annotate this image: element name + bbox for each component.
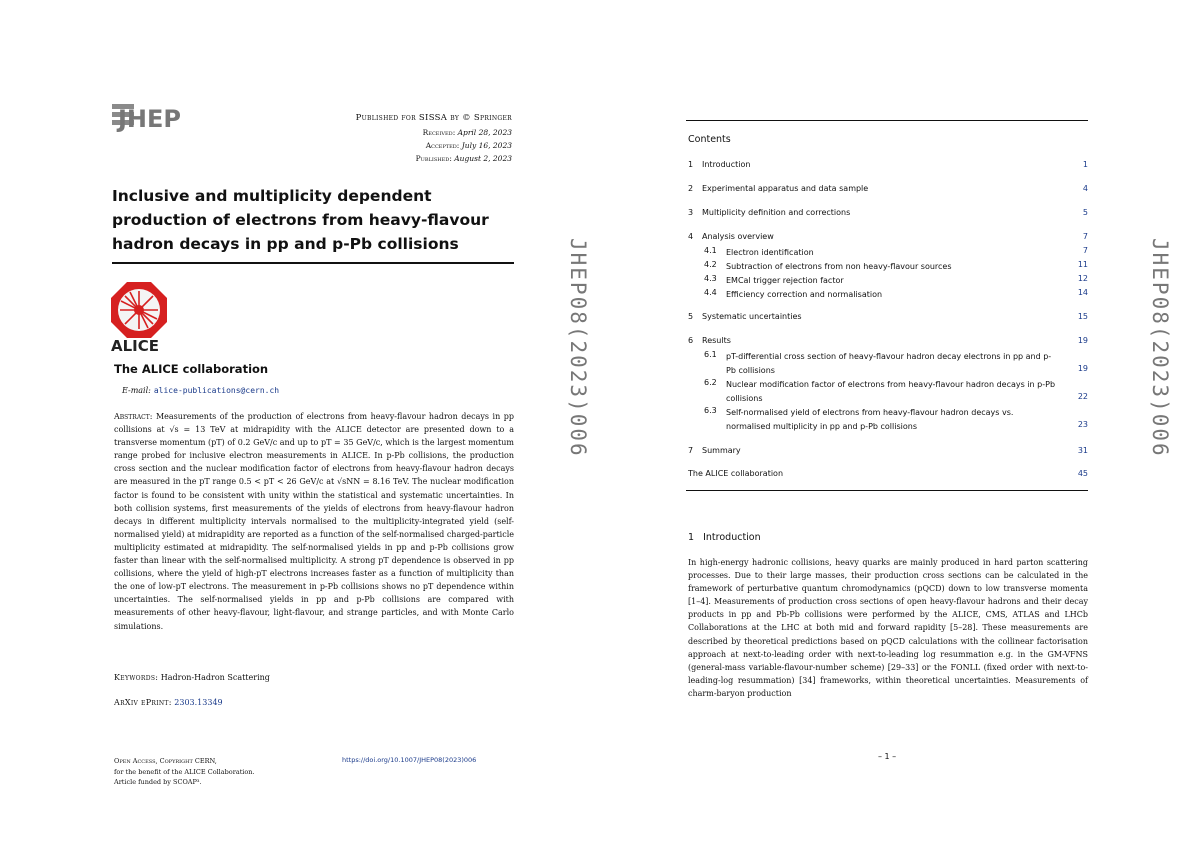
date-accepted: Accepted: July 16, 2023 [425, 141, 512, 150]
keywords [114, 673, 270, 682]
publication-dates [416, 126, 512, 165]
open-access-note: Open Access, Copyright CERN, for the benefit of the ALICE Collaboration. Article funded by SCOAP³. [114, 757, 255, 786]
alice-logo [110, 281, 168, 353]
email-line [122, 386, 279, 395]
abstract-text: Measurements of the production of electrons from heavy-flavour hadron decays in pp collisions at √s = 13 TeV at midrapidity with the ALICE detector are presented down to a transverse momentum (pT) of 0.2 GeV/c and up to pT = 35 GeV/c, which is the largest momentum range probed for inclusive electron measurements in ALICE. In p-Pb collisions, the production cross section and the nuclear modification factor of electrons from heavy-flavour hadron decays are measured in the pT range 0.5 < pT < 26 GeV/c at √sNN = 8.16 TeV. The nuclear modification factor is found to be consistent with unity within the statistical and systematic uncertainties. In both collision systems, first measurements of the yields of electrons from heavy-flavour hadron decays in different multiplicity intervals normalised to the multiplicity-integrated yield (self-normalised yield) at midrapidity are reported as a function of the self-normalised charged-particle multiplicity estimated at midrapidity. The self-normalised yields in pp and p-Pb collisions grow faster than linear with the self-normalised multiplicity. A strong pT dependence is observed in pp collisions, where the yield of high-pT electrons increases faster as a function of multiplicity than the one of low-pT electrons. The measurement in p-Pb collisions shows no pT dependence within uncertainties. The self-normalised yields in pp and p-Pb collisions are compared with measurements of other heavy-flavour, light-flavour, and strange particles, and with Monte Carlo simulations. [114, 412, 514, 631]
contents-bottom-rule [686, 490, 1088, 491]
keywords-label: Keywords: [114, 673, 159, 682]
keywords-text: Hadron-Hadron Scattering [160, 673, 270, 682]
title-rule [112, 262, 514, 264]
alice-logo-text: ALICE [111, 337, 160, 353]
jhep-logo [112, 100, 192, 134]
abstract [114, 410, 514, 633]
contents-title: Contents [688, 134, 731, 145]
date-published: Published: August 2, 2023 [415, 154, 512, 163]
published-for: Published for SISSA by © Springer [355, 113, 512, 123]
email-link[interactable]: alice-publications@cern.ch [153, 386, 280, 395]
contents-top-rule [686, 120, 1088, 121]
arxiv [114, 698, 223, 707]
author: The ALICE collaboration [114, 362, 269, 376]
date-received: Received: April 28, 2023 [422, 128, 512, 137]
arxiv-link[interactable]: 2303.13349 [174, 698, 223, 707]
jhep-logo-text: JHEP [118, 105, 181, 133]
arxiv-label: ArXiv ePrint: [114, 698, 172, 707]
paper-title: Inclusive and multiplicity dependent production of electrons from heavy-flavour hadron decays in pp and p-Pb collisions [112, 187, 489, 253]
abstract-label: Abstract: [114, 412, 153, 421]
side-identifier-right: JHEP08(2023)006 [1148, 238, 1172, 458]
side-identifier: JHEP08(2023)006 [566, 238, 590, 458]
page-number: – 1 – [878, 752, 897, 761]
doi-link[interactable]: https://doi.org/10.1007/JHEP08(2023)006 [342, 756, 477, 764]
section-heading-introduction: 1 Introduction [688, 532, 761, 543]
introduction-text: In high-energy hadronic collisions, heavy quarks are mainly produced in hard parton scattering processes. Due to their large masses, their production cross sections can be calculated in the framework of perturbative quantum chromodynamics (pQCD) down to low transverse momenta [1–4]. Measurements of production cross sections of open heavy-flavour hadrons and their decay products in pp and Pb-Pb collisions were performed by the ALICE, CMS, ATLAS and LHCb Collaborations at the LHC at both mid and forward rapidity [5–28]. These measurements are described by theoretical predictions based on pQCD calculations with the collinear factorisation approach at next-to-leading order with next-to-leading log resummation e.g. in the GM-VFNS (general-mass variable-flavour-number scheme) [29–33] or the FONLL (fixed order with next-to-leading-log resummation) [34] frameworks, within theoretical uncertainties. Measurements of charm-baryon production [688, 558, 1088, 698]
email-label: E-mail: [122, 386, 151, 395]
